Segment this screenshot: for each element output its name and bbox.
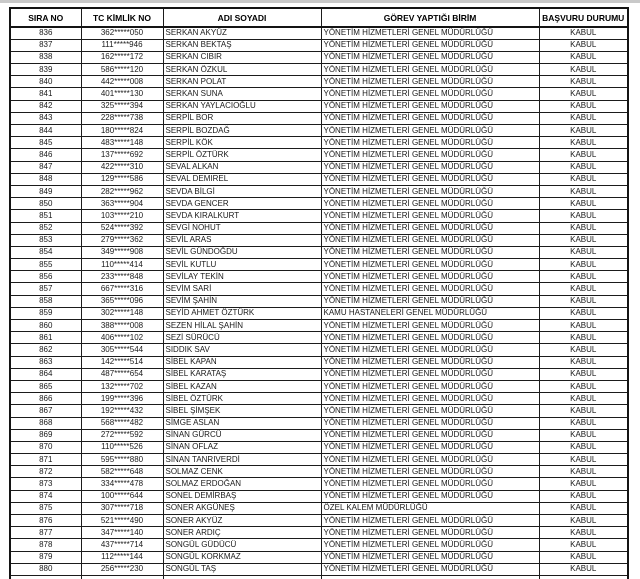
cell-adi-soyadi: SEVİL KUTLU [163,259,321,271]
table-row [10,161,628,173]
cell-sira-no: 842 [10,100,81,112]
cell-sira-no: 838 [10,51,81,63]
cell-adi-soyadi: SERKAN SUNA [163,88,321,100]
table-row [10,539,628,551]
cell-adi-soyadi [163,575,321,579]
cell-tc-kimlik-no: 487*****654 [81,368,163,380]
cell-sira-no: 878 [10,539,81,551]
cell-basvuru-durumu: KABUL [539,332,628,344]
cell-sira-no: 877 [10,527,81,539]
cell-basvuru-durumu: KABUL [539,76,628,88]
cell-gorev-yaptigi-birim: YÖNETİM HİZMETLERİ GENEL MÜDÜRLÜĞÜ [321,161,539,173]
cell-basvuru-durumu: KABUL [539,173,628,185]
cell-adi-soyadi: SONER AKYÜZ [163,515,321,527]
table-row [10,417,628,429]
cell-gorev-yaptigi-birim: YÖNETİM HİZMETLERİ GENEL MÜDÜRLÜĞÜ [321,454,539,466]
cell-sira-no: 858 [10,295,81,307]
cell-tc-kimlik-no: 192*****432 [81,405,163,417]
cell-tc-kimlik-no: 256*****230 [81,563,163,575]
cell-gorev-yaptigi-birim: YÖNETİM HİZMETLERİ GENEL MÜDÜRLÜĞÜ [321,185,539,197]
cell-gorev-yaptigi-birim: YÖNETİM HİZMETLERİ GENEL MÜDÜRLÜĞÜ [321,356,539,368]
cell-basvuru-durumu: KABUL [539,283,628,295]
cell-sira-no: 863 [10,356,81,368]
cell-adi-soyadi: SEVAL DEMIREL [163,173,321,185]
table-header-row [10,8,628,27]
cell-tc-kimlik-no: 388*****008 [81,320,163,332]
cell-sira-no: 866 [10,393,81,405]
cell-gorev-yaptigi-birim: YÖNETİM HİZMETLERİ GENEL MÜDÜRLÜĞÜ [321,125,539,137]
cell-sira-no [10,575,81,579]
cell-gorev-yaptigi-birim: YÖNETİM HİZMETLERİ GENEL MÜDÜRLÜĞÜ [321,259,539,271]
cell-basvuru-durumu: KABUL [539,51,628,63]
table-row [10,368,628,380]
cell-gorev-yaptigi-birim: YÖNETİM HİZMETLERİ GENEL MÜDÜRLÜĞÜ [321,27,539,39]
cell-gorev-yaptigi-birim: YÖNETİM HİZMETLERİ GENEL MÜDÜRLÜĞÜ [321,563,539,575]
cell-adi-soyadi: SONGÜL GÜDÜCÜ [163,539,321,551]
cell-gorev-yaptigi-birim: YÖNETİM HİZMETLERİ GENEL MÜDÜRLÜĞÜ [321,271,539,283]
cell-gorev-yaptigi-birim: YÖNETİM HİZMETLERİ GENEL MÜDÜRLÜĞÜ [321,112,539,124]
cell-basvuru-durumu: KABUL [539,149,628,161]
cell-tc-kimlik-no: 524*****392 [81,222,163,234]
cell-sira-no: 864 [10,368,81,380]
table-row [10,234,628,246]
cell-tc-kimlik-no: 442*****008 [81,76,163,88]
cell-gorev-yaptigi-birim: YÖNETİM HİZMETLERİ GENEL MÜDÜRLÜĞÜ [321,198,539,210]
cell-sira-no: 856 [10,271,81,283]
cell-tc-kimlik-no: 406*****102 [81,332,163,344]
cell-basvuru-durumu: KABUL [539,185,628,197]
cell-gorev-yaptigi-birim: YÖNETİM HİZMETLERİ GENEL MÜDÜRLÜĞÜ [321,441,539,453]
cell-adi-soyadi: SEVİM SARİ [163,283,321,295]
cell-basvuru-durumu: KABUL [539,64,628,76]
cell-adi-soyadi: SEZİ SÜRÜCÜ [163,332,321,344]
table-row [10,380,628,392]
cell-basvuru-durumu: KABUL [539,210,628,222]
cell-sira-no: 841 [10,88,81,100]
cell-adi-soyadi: SİNAN OFLAZ [163,441,321,453]
cell-gorev-yaptigi-birim: YÖNETİM HİZMETLERİ GENEL MÜDÜRLÜĞÜ [321,222,539,234]
table-row [10,502,628,514]
table-row [10,307,628,319]
cell-basvuru-durumu: KABUL [539,515,628,527]
table-row [10,259,628,271]
table-row [10,441,628,453]
cell-basvuru-durumu: KABUL [539,112,628,124]
cell-gorev-yaptigi-birim: YÖNETİM HİZMETLERİ GENEL MÜDÜRLÜĞÜ [321,344,539,356]
cell-basvuru-durumu: KABUL [539,429,628,441]
table-row [10,88,628,100]
table-row [10,490,628,502]
cell-tc-kimlik-no: 363*****904 [81,198,163,210]
cell-basvuru-durumu [539,575,628,579]
cell-basvuru-durumu: KABUL [539,222,628,234]
cell-gorev-yaptigi-birim: YÖNETİM HİZMETLERİ GENEL MÜDÜRLÜĞÜ [321,393,539,405]
cell-tc-kimlik-no: 325*****394 [81,100,163,112]
cell-basvuru-durumu: KABUL [539,307,628,319]
table-row [10,198,628,210]
cell-basvuru-durumu: KABUL [539,502,628,514]
applicant-roster-table [9,7,629,579]
cell-gorev-yaptigi-birim: YÖNETİM HİZMETLERİ GENEL MÜDÜRLÜĞÜ [321,405,539,417]
cell-basvuru-durumu: KABUL [539,88,628,100]
table-row [10,76,628,88]
cell-basvuru-durumu: KABUL [539,393,628,405]
table-row [10,551,628,563]
cell-basvuru-durumu: KABUL [539,259,628,271]
cell-sira-no: 840 [10,76,81,88]
cell-adi-soyadi: SERPİL BOR [163,112,321,124]
cell-tc-kimlik-no: 132*****702 [81,380,163,392]
cell-sira-no: 859 [10,307,81,319]
cell-basvuru-durumu: KABUL [539,405,628,417]
cell-sira-no: 837 [10,39,81,51]
cell-sira-no: 839 [10,64,81,76]
cell-tc-kimlik-no: 228*****738 [81,112,163,124]
cell-adi-soyadi: SONER ARDIÇ [163,527,321,539]
table-row [10,478,628,490]
cell-basvuru-durumu: KABUL [539,368,628,380]
cell-gorev-yaptigi-birim: YÖNETİM HİZMETLERİ GENEL MÜDÜRLÜĞÜ [321,539,539,551]
table-row [10,271,628,283]
cell-tc-kimlik-no: 307*****718 [81,502,163,514]
cell-adi-soyadi: SEVİL GÜNDOĞDU [163,246,321,258]
cell-adi-soyadi: SERKAN AKYÜZ [163,27,321,39]
cell-gorev-yaptigi-birim: YÖNETİM HİZMETLERİ GENEL MÜDÜRLÜĞÜ [321,210,539,222]
table-row [10,320,628,332]
cell-basvuru-durumu: KABUL [539,39,628,51]
cell-tc-kimlik-no: 305*****544 [81,344,163,356]
cell-tc-kimlik-no: 162*****172 [81,51,163,63]
table-row-clipped [10,575,628,579]
table-row [10,137,628,149]
cell-tc-kimlik-no: 137*****692 [81,149,163,161]
cell-sira-no: 867 [10,405,81,417]
cell-gorev-yaptigi-birim: YÖNETİM HİZMETLERİ GENEL MÜDÜRLÜĞÜ [321,173,539,185]
table-row [10,125,628,137]
cell-adi-soyadi: SEYİD AHMET ÖZTÜRK [163,307,321,319]
cell-gorev-yaptigi-birim: YÖNETİM HİZMETLERİ GENEL MÜDÜRLÜĞÜ [321,490,539,502]
cell-basvuru-durumu: KABUL [539,490,628,502]
cell-sira-no: 857 [10,283,81,295]
cell-sira-no: 844 [10,125,81,137]
cell-tc-kimlik-no: 568*****482 [81,417,163,429]
cell-adi-soyadi: SEVGİ NOHUT [163,222,321,234]
cell-sira-no: 875 [10,502,81,514]
cell-sira-no: 836 [10,27,81,39]
table-row [10,429,628,441]
table-row [10,563,628,575]
cell-basvuru-durumu: KABUL [539,198,628,210]
table-row [10,344,628,356]
cell-sira-no: 849 [10,185,81,197]
table-row [10,51,628,63]
cell-adi-soyadi: SİBEL ŞİMŞEK [163,405,321,417]
cell-tc-kimlik-no: 582*****648 [81,466,163,478]
cell-basvuru-durumu: KABUL [539,271,628,283]
cell-gorev-yaptigi-birim: YÖNETİM HİZMETLERİ GENEL MÜDÜRLÜĞÜ [321,320,539,332]
cell-adi-soyadi: SERPİL ÖZTÜRK [163,149,321,161]
table-row [10,173,628,185]
cell-basvuru-durumu: KABUL [539,539,628,551]
cell-adi-soyadi: SİBEL KAPAN [163,356,321,368]
table-row [10,27,628,39]
cell-adi-soyadi: SERKAN ÖZKUL [163,64,321,76]
cell-sira-no: 870 [10,441,81,453]
cell-sira-no: 846 [10,149,81,161]
table-row [10,149,628,161]
cell-adi-soyadi: SEVDA GENCER [163,198,321,210]
cell-sira-no: 873 [10,478,81,490]
cell-adi-soyadi: SERKAN POLAT [163,76,321,88]
cell-sira-no: 843 [10,112,81,124]
cell-adi-soyadi: SİBEL KAZAN [163,380,321,392]
cell-basvuru-durumu: KABUL [539,125,628,137]
cell-basvuru-durumu: KABUL [539,527,628,539]
cell-sira-no: 876 [10,515,81,527]
cell-adi-soyadi: SONGÜL TAŞ [163,563,321,575]
cell-adi-soyadi: SERKAN CIBIR [163,51,321,63]
cell-basvuru-durumu: KABUL [539,295,628,307]
cell-adi-soyadi: SOLMAZ CENK [163,466,321,478]
table-row [10,454,628,466]
cell-tc-kimlik-no: 595*****880 [81,454,163,466]
cell-adi-soyadi: SONER AKGÜNEŞ [163,502,321,514]
cell-basvuru-durumu: KABUL [539,380,628,392]
cell-tc-kimlik-no: 282*****962 [81,185,163,197]
cell-adi-soyadi: SERKAN BEKTAŞ [163,39,321,51]
col-header-gorev-yaptigi-birim: GÖREV YAPTIĞI BİRİM [321,8,539,27]
cell-gorev-yaptigi-birim: YÖNETİM HİZMETLERİ GENEL MÜDÜRLÜĞÜ [321,527,539,539]
table-row [10,527,628,539]
cell-tc-kimlik-no [81,575,163,579]
cell-tc-kimlik-no: 302*****148 [81,307,163,319]
cell-gorev-yaptigi-birim: YÖNETİM HİZMETLERİ GENEL MÜDÜRLÜĞÜ [321,417,539,429]
cell-basvuru-durumu: KABUL [539,466,628,478]
cell-sira-no: 852 [10,222,81,234]
cell-basvuru-durumu: KABUL [539,478,628,490]
cell-sira-no: 847 [10,161,81,173]
col-header-sira-no: SIRA NO [10,8,81,27]
cell-adi-soyadi: SEZEN HİLAL ŞAHİN [163,320,321,332]
cell-adi-soyadi: SERPİL BOZDAĞ [163,125,321,137]
table-row [10,100,628,112]
cell-basvuru-durumu: KABUL [539,234,628,246]
cell-basvuru-durumu: KABUL [539,417,628,429]
cell-adi-soyadi: SERKAN YAYLACIOĞLU [163,100,321,112]
cell-adi-soyadi: SEVİM ŞAHİN [163,295,321,307]
cell-tc-kimlik-no: 272*****592 [81,429,163,441]
cell-gorev-yaptigi-birim: YÖNETİM HİZMETLERİ GENEL MÜDÜRLÜĞÜ [321,295,539,307]
cell-gorev-yaptigi-birim: YÖNETİM HİZMETLERİ GENEL MÜDÜRLÜĞÜ [321,368,539,380]
cell-gorev-yaptigi-birim: YÖNETİM HİZMETLERİ GENEL MÜDÜRLÜĞÜ [321,51,539,63]
cell-basvuru-durumu: KABUL [539,454,628,466]
cell-sira-no: 851 [10,210,81,222]
cell-tc-kimlik-no: 110*****414 [81,259,163,271]
table-row [10,112,628,124]
cell-gorev-yaptigi-birim: ÖZEL KALEM MÜDÜRLÜĞÜ [321,502,539,514]
cell-basvuru-durumu: KABUL [539,27,628,39]
cell-gorev-yaptigi-birim [321,575,539,579]
cell-tc-kimlik-no: 365*****096 [81,295,163,307]
cell-sira-no: 853 [10,234,81,246]
cell-gorev-yaptigi-birim: YÖNETİM HİZMETLERİ GENEL MÜDÜRLÜĞÜ [321,149,539,161]
cell-sira-no: 879 [10,551,81,563]
cell-adi-soyadi: SIDDIK SAV [163,344,321,356]
cell-gorev-yaptigi-birim: YÖNETİM HİZMETLERİ GENEL MÜDÜRLÜĞÜ [321,380,539,392]
cell-gorev-yaptigi-birim: YÖNETİM HİZMETLERİ GENEL MÜDÜRLÜĞÜ [321,39,539,51]
table-row [10,405,628,417]
cell-gorev-yaptigi-birim: YÖNETİM HİZMETLERİ GENEL MÜDÜRLÜĞÜ [321,137,539,149]
cell-gorev-yaptigi-birim: YÖNETİM HİZMETLERİ GENEL MÜDÜRLÜĞÜ [321,429,539,441]
table-row [10,185,628,197]
cell-sira-no: 869 [10,429,81,441]
cell-tc-kimlik-no: 483*****148 [81,137,163,149]
cell-sira-no: 861 [10,332,81,344]
cell-sira-no: 868 [10,417,81,429]
cell-gorev-yaptigi-birim: YÖNETİM HİZMETLERİ GENEL MÜDÜRLÜĞÜ [321,64,539,76]
cell-adi-soyadi: SEVAL ALKAN [163,161,321,173]
cell-adi-soyadi: SEVİL ARAS [163,234,321,246]
cell-basvuru-durumu: KABUL [539,356,628,368]
cell-tc-kimlik-no: 334*****478 [81,478,163,490]
col-header-tc-kimlik-no: TC KİMLİK NO [81,8,163,27]
cell-tc-kimlik-no: 349*****908 [81,246,163,258]
cell-basvuru-durumu: KABUL [539,137,628,149]
cell-gorev-yaptigi-birim: KAMU HASTANELERİ GENEL MÜDÜRLÜĞÜ [321,307,539,319]
cell-sira-no: 865 [10,380,81,392]
cell-tc-kimlik-no: 279*****362 [81,234,163,246]
cell-sira-no: 880 [10,563,81,575]
cell-tc-kimlik-no: 233*****848 [81,271,163,283]
cell-gorev-yaptigi-birim: YÖNETİM HİZMETLERİ GENEL MÜDÜRLÜĞÜ [321,88,539,100]
cell-tc-kimlik-no: 422*****310 [81,161,163,173]
cell-adi-soyadi: SERPİL KÖK [163,137,321,149]
cell-tc-kimlik-no: 129*****586 [81,173,163,185]
col-header-adi-soyadi: ADI SOYADI [163,8,321,27]
cell-tc-kimlik-no: 437*****714 [81,539,163,551]
table-row [10,356,628,368]
cell-tc-kimlik-no: 199*****396 [81,393,163,405]
cell-adi-soyadi: SİNAN GÜRCÜ [163,429,321,441]
cell-adi-soyadi: SEVDA KIRALKURT [163,210,321,222]
cell-tc-kimlik-no: 103*****210 [81,210,163,222]
cell-adi-soyadi: SEVDA BİLGİ [163,185,321,197]
table-row [10,222,628,234]
table-row [10,332,628,344]
cell-tc-kimlik-no: 586*****120 [81,64,163,76]
cell-sira-no: 860 [10,320,81,332]
cell-gorev-yaptigi-birim: YÖNETİM HİZMETLERİ GENEL MÜDÜRLÜĞÜ [321,551,539,563]
cell-gorev-yaptigi-birim: YÖNETİM HİZMETLERİ GENEL MÜDÜRLÜĞÜ [321,246,539,258]
cell-gorev-yaptigi-birim: YÖNETİM HİZMETLERİ GENEL MÜDÜRLÜĞÜ [321,515,539,527]
cell-tc-kimlik-no: 112*****144 [81,551,163,563]
cell-adi-soyadi: SOLMAZ ERDOĞAN [163,478,321,490]
cell-adi-soyadi: SİMGE ASLAN [163,417,321,429]
table-row [10,246,628,258]
table-row [10,295,628,307]
table-row [10,64,628,76]
cell-tc-kimlik-no: 100*****644 [81,490,163,502]
table-row [10,393,628,405]
cell-gorev-yaptigi-birim: YÖNETİM HİZMETLERİ GENEL MÜDÜRLÜĞÜ [321,76,539,88]
table-row [10,466,628,478]
cell-sira-no: 872 [10,466,81,478]
cell-tc-kimlik-no: 347*****140 [81,527,163,539]
cell-basvuru-durumu: KABUL [539,246,628,258]
cell-adi-soyadi: SONEL DEMİRBAŞ [163,490,321,502]
cell-sira-no: 854 [10,246,81,258]
cell-basvuru-durumu: KABUL [539,441,628,453]
cell-tc-kimlik-no: 521*****490 [81,515,163,527]
cell-tc-kimlik-no: 111*****946 [81,39,163,51]
table-row [10,515,628,527]
cell-gorev-yaptigi-birim: YÖNETİM HİZMETLERİ GENEL MÜDÜRLÜĞÜ [321,234,539,246]
cell-gorev-yaptigi-birim: YÖNETİM HİZMETLERİ GENEL MÜDÜRLÜĞÜ [321,283,539,295]
cell-sira-no: 850 [10,198,81,210]
cell-gorev-yaptigi-birim: YÖNETİM HİZMETLERİ GENEL MÜDÜRLÜĞÜ [321,466,539,478]
table-row [10,283,628,295]
cell-tc-kimlik-no: 142*****514 [81,356,163,368]
cell-sira-no: 862 [10,344,81,356]
cell-gorev-yaptigi-birim: YÖNETİM HİZMETLERİ GENEL MÜDÜRLÜĞÜ [321,100,539,112]
cell-tc-kimlik-no: 401*****130 [81,88,163,100]
cell-basvuru-durumu: KABUL [539,100,628,112]
cell-adi-soyadi: SONGÜL KORKMAZ [163,551,321,563]
cell-adi-soyadi: SİBEL ÖZTÜRK [163,393,321,405]
cell-basvuru-durumu: KABUL [539,320,628,332]
cell-sira-no: 848 [10,173,81,185]
cell-tc-kimlik-no: 667*****316 [81,283,163,295]
table-row [10,39,628,51]
cell-adi-soyadi: SİNAN TANRIVERDİ [163,454,321,466]
page-top-edge [0,0,640,3]
cell-basvuru-durumu: KABUL [539,563,628,575]
cell-gorev-yaptigi-birim: YÖNETİM HİZMETLERİ GENEL MÜDÜRLÜĞÜ [321,332,539,344]
table-row [10,210,628,222]
col-header-basvuru-durumu: BAŞVURU DURUMU [539,8,628,27]
cell-basvuru-durumu: KABUL [539,344,628,356]
cell-basvuru-durumu: KABUL [539,551,628,563]
cell-sira-no: 845 [10,137,81,149]
cell-tc-kimlik-no: 180*****824 [81,125,163,137]
cell-basvuru-durumu: KABUL [539,161,628,173]
cell-gorev-yaptigi-birim: YÖNETİM HİZMETLERİ GENEL MÜDÜRLÜĞÜ [321,478,539,490]
cell-sira-no: 871 [10,454,81,466]
cell-tc-kimlik-no: 110*****526 [81,441,163,453]
cell-adi-soyadi: SEVİLAY TEKİN [163,271,321,283]
cell-tc-kimlik-no: 362*****050 [81,27,163,39]
cell-adi-soyadi: SİBEL KARATAŞ [163,368,321,380]
cell-sira-no: 855 [10,259,81,271]
cell-sira-no: 874 [10,490,81,502]
